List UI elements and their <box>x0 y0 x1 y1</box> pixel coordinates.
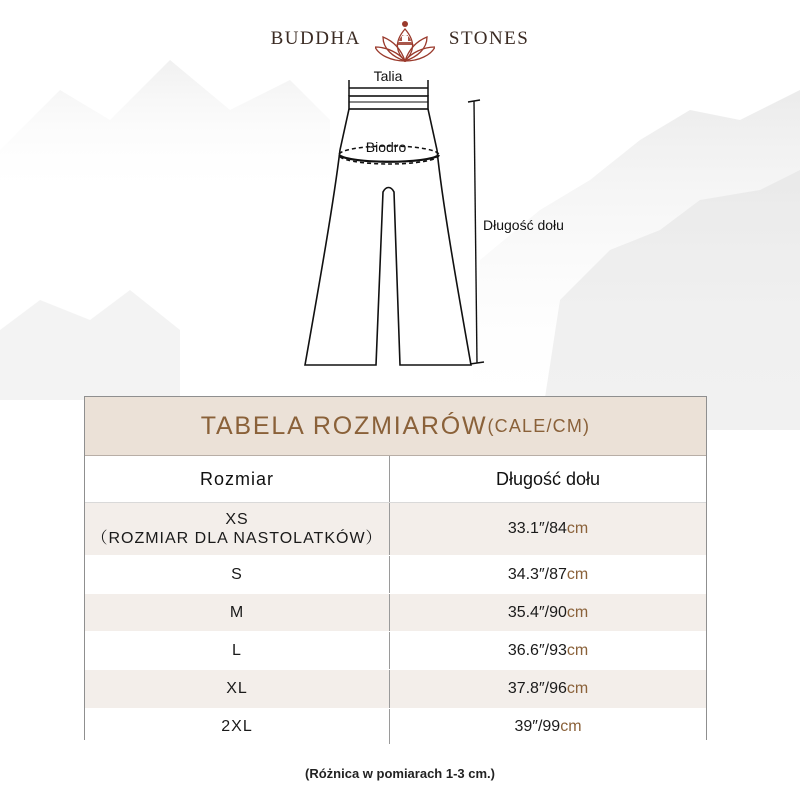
table-title <box>85 397 706 456</box>
brand-name-left: BUDDHA <box>270 28 361 49</box>
size-note: （ROZMIAR DLA NASTOLATKÓW） <box>91 530 383 547</box>
table-row <box>85 632 706 670</box>
length-unit: cm <box>566 680 589 697</box>
waist-label: Talia <box>373 68 403 84</box>
table-row <box>85 670 706 709</box>
length-cell <box>390 709 706 744</box>
length-dimension-line <box>468 100 484 364</box>
header-size: Rozmiar <box>85 456 390 502</box>
length-unit: cm <box>566 520 589 537</box>
length-value: 36.6″/93 <box>507 641 567 659</box>
table-title-unit: (CALE/CM) <box>487 415 591 436</box>
size-cell <box>85 503 390 555</box>
length-cell <box>390 632 706 669</box>
brand-name-right: STONES <box>448 28 530 49</box>
size-value: S <box>85 556 390 593</box>
size-value: XL <box>85 670 390 708</box>
table-row <box>85 594 706 632</box>
measurement-note: (Różnica w pomiarach 1-3 cm.) <box>305 766 495 781</box>
length-value: 39″/99 <box>514 717 561 735</box>
table-row <box>85 709 706 744</box>
length-value: 37.8″/96 <box>507 680 567 697</box>
pants-outline <box>305 96 471 365</box>
size-value: M <box>85 594 390 631</box>
size-value: L <box>85 632 390 669</box>
table-title-text: TABELA ROZMIARÓW <box>200 411 488 440</box>
table-header-row <box>85 456 706 503</box>
length-cell <box>390 503 706 555</box>
table-row <box>85 503 706 556</box>
length-unit: cm <box>566 565 589 583</box>
length-unit: cm <box>560 717 582 735</box>
size-value: XS <box>225 511 249 528</box>
size-chart-table <box>84 396 707 740</box>
length-cell <box>390 556 706 593</box>
length-cell <box>390 594 706 631</box>
length-cell <box>390 670 706 708</box>
hip-label: Biodro <box>365 139 407 155</box>
length-unit: cm <box>566 641 589 659</box>
length-value: 34.3″/87 <box>507 565 567 583</box>
header-length: Długość dołu <box>495 468 601 489</box>
length-value: 33.1″/84 <box>507 520 567 537</box>
size-value: 2XL <box>85 709 390 744</box>
length-value: 35.4″/90 <box>507 603 567 621</box>
length-label: Długość dołu <box>483 217 564 233</box>
length-unit: cm <box>566 603 589 621</box>
table-row <box>85 556 706 594</box>
